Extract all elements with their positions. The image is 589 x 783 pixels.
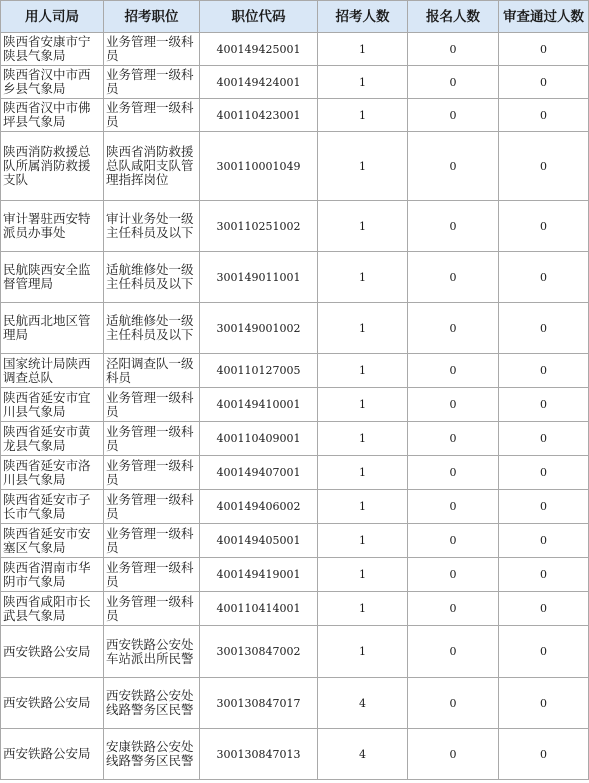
cell-approved: 0: [499, 201, 589, 252]
cell-applicants: 0: [408, 729, 499, 780]
cell-position: 适航维修处一级主任科员及以下: [104, 303, 200, 354]
cell-position: 业务管理一级科员: [104, 456, 200, 490]
cell-applicants: 0: [408, 388, 499, 422]
table-row: [1, 422, 589, 456]
cell-position-code: 300149001002: [200, 303, 318, 354]
table-row: [1, 252, 589, 303]
cell-quota: 1: [318, 626, 408, 678]
table-row: [1, 99, 589, 132]
cell-position-code: 400149424001: [200, 66, 318, 99]
cell-department: 陕西省汉中市西乡县气象局: [1, 66, 104, 99]
cell-department: 西安铁路公安局: [1, 678, 104, 729]
cell-quota: 1: [318, 592, 408, 626]
cell-position-code: 300130847002: [200, 626, 318, 678]
cell-position-code: 400110127005: [200, 354, 318, 388]
cell-approved: 0: [499, 422, 589, 456]
cell-department: 审计署驻西安特派员办事处: [1, 201, 104, 252]
cell-position: 西安铁路公安处线路警务区民警: [104, 678, 200, 729]
table-row: [1, 66, 589, 99]
cell-approved: 0: [499, 99, 589, 132]
cell-position: 业务管理一级科员: [104, 422, 200, 456]
cell-applicants: 0: [408, 252, 499, 303]
cell-position-code: 400149407001: [200, 456, 318, 490]
cell-approved: 0: [499, 456, 589, 490]
table-row: [1, 592, 589, 626]
cell-quota: 1: [318, 422, 408, 456]
cell-quota: 1: [318, 490, 408, 524]
cell-position: 安康铁路公安处线路警务区民警: [104, 729, 200, 780]
cell-applicants: 0: [408, 490, 499, 524]
cell-applicants: 0: [408, 354, 499, 388]
cell-applicants: 0: [408, 678, 499, 729]
cell-applicants: 0: [408, 592, 499, 626]
table-row: [1, 388, 589, 422]
cell-approved: 0: [499, 558, 589, 592]
cell-position: 业务管理一级科员: [104, 99, 200, 132]
header-row: [1, 1, 589, 33]
header-quota: 招考人数: [318, 1, 408, 33]
table-row: [1, 558, 589, 592]
cell-position-code: 300130847013: [200, 729, 318, 780]
cell-approved: 0: [499, 678, 589, 729]
cell-quota: 1: [318, 252, 408, 303]
cell-position: 陕西省消防救援总队咸阳支队管理指挥岗位: [104, 132, 200, 201]
cell-position: 适航维修处一级主任科员及以下: [104, 252, 200, 303]
cell-department: 西安铁路公安局: [1, 626, 104, 678]
cell-position-code: 400110414001: [200, 592, 318, 626]
table-row: [1, 33, 589, 66]
cell-quota: 1: [318, 354, 408, 388]
header-position: 招考职位: [104, 1, 200, 33]
cell-quota: 1: [318, 99, 408, 132]
cell-approved: 0: [499, 132, 589, 201]
cell-position-code: 300110001049: [200, 132, 318, 201]
cell-position: 业务管理一级科员: [104, 592, 200, 626]
cell-approved: 0: [499, 388, 589, 422]
cell-quota: 1: [318, 524, 408, 558]
table-row: [1, 201, 589, 252]
cell-position: 业务管理一级科员: [104, 490, 200, 524]
table-row: [1, 490, 589, 524]
cell-quota: 1: [318, 303, 408, 354]
cell-applicants: 0: [408, 66, 499, 99]
cell-position: 审计业务处一级主任科员及以下: [104, 201, 200, 252]
cell-department: 陕西省延安市黄龙县气象局: [1, 422, 104, 456]
cell-position: 业务管理一级科员: [104, 33, 200, 66]
cell-applicants: 0: [408, 558, 499, 592]
table-row: [1, 354, 589, 388]
cell-department: 陕西省延安市安塞区气象局: [1, 524, 104, 558]
cell-applicants: 0: [408, 303, 499, 354]
cell-department: 陕西省汉中市佛坪县气象局: [1, 99, 104, 132]
cell-position-code: 400110423001: [200, 99, 318, 132]
cell-department: 民航陕西安全监督管理局: [1, 252, 104, 303]
cell-applicants: 0: [408, 201, 499, 252]
cell-department: 陕西省咸阳市长武县气象局: [1, 592, 104, 626]
cell-position: 业务管理一级科员: [104, 388, 200, 422]
cell-quota: 1: [318, 456, 408, 490]
cell-position-code: 300149011001: [200, 252, 318, 303]
cell-applicants: 0: [408, 626, 499, 678]
cell-department: 陕西省延安市子长市气象局: [1, 490, 104, 524]
cell-quota: 1: [318, 33, 408, 66]
cell-approved: 0: [499, 354, 589, 388]
cell-approved: 0: [499, 490, 589, 524]
cell-approved: 0: [499, 729, 589, 780]
cell-approved: 0: [499, 592, 589, 626]
table-row: [1, 626, 589, 678]
header-approved: 审查通过人数: [499, 1, 589, 33]
cell-approved: 0: [499, 66, 589, 99]
cell-position: 西安铁路公安处车站派出所民警: [104, 626, 200, 678]
cell-position-code: 300110251002: [200, 201, 318, 252]
cell-quota: 1: [318, 558, 408, 592]
cell-position: 业务管理一级科员: [104, 558, 200, 592]
table-row: [1, 132, 589, 201]
cell-applicants: 0: [408, 132, 499, 201]
cell-position: 泾阳调查队一级科员: [104, 354, 200, 388]
table-row: [1, 729, 589, 780]
cell-approved: 0: [499, 252, 589, 303]
cell-quota: 4: [318, 678, 408, 729]
table-row: [1, 456, 589, 490]
cell-quota: 1: [318, 132, 408, 201]
cell-department: 陕西省延安市宜川县气象局: [1, 388, 104, 422]
cell-department: 陕西省延安市洛川县气象局: [1, 456, 104, 490]
cell-approved: 0: [499, 524, 589, 558]
cell-quota: 4: [318, 729, 408, 780]
table-row: [1, 303, 589, 354]
cell-position-code: 400149410001: [200, 388, 318, 422]
cell-applicants: 0: [408, 422, 499, 456]
cell-position-code: 400110409001: [200, 422, 318, 456]
cell-quota: 1: [318, 201, 408, 252]
cell-department: 国家统计局陕西调查总队: [1, 354, 104, 388]
cell-applicants: 0: [408, 524, 499, 558]
table-row: [1, 678, 589, 729]
cell-applicants: 0: [408, 99, 499, 132]
cell-quota: 1: [318, 388, 408, 422]
cell-department: 陕西省安康市宁陕县气象局: [1, 33, 104, 66]
cell-approved: 0: [499, 626, 589, 678]
cell-department: 陕西省渭南市华阴市气象局: [1, 558, 104, 592]
cell-position-code: 400149405001: [200, 524, 318, 558]
cell-department: 民航西北地区管理局: [1, 303, 104, 354]
cell-approved: 0: [499, 33, 589, 66]
cell-position: 业务管理一级科员: [104, 66, 200, 99]
cell-position: 业务管理一级科员: [104, 524, 200, 558]
cell-department: 西安铁路公安局: [1, 729, 104, 780]
cell-position-code: 400149406002: [200, 490, 318, 524]
cell-position-code: 400149419001: [200, 558, 318, 592]
table-row: [1, 524, 589, 558]
cell-approved: 0: [499, 303, 589, 354]
cell-quota: 1: [318, 66, 408, 99]
cell-position-code: 300130847017: [200, 678, 318, 729]
cell-position-code: 400149425001: [200, 33, 318, 66]
header-applicants: 报名人数: [408, 1, 499, 33]
cell-applicants: 0: [408, 33, 499, 66]
header-position-code: 职位代码: [200, 1, 318, 33]
cell-department: 陕西消防救援总队所属消防救援支队: [1, 132, 104, 201]
header-department: 用人司局: [1, 1, 104, 33]
cell-applicants: 0: [408, 456, 499, 490]
